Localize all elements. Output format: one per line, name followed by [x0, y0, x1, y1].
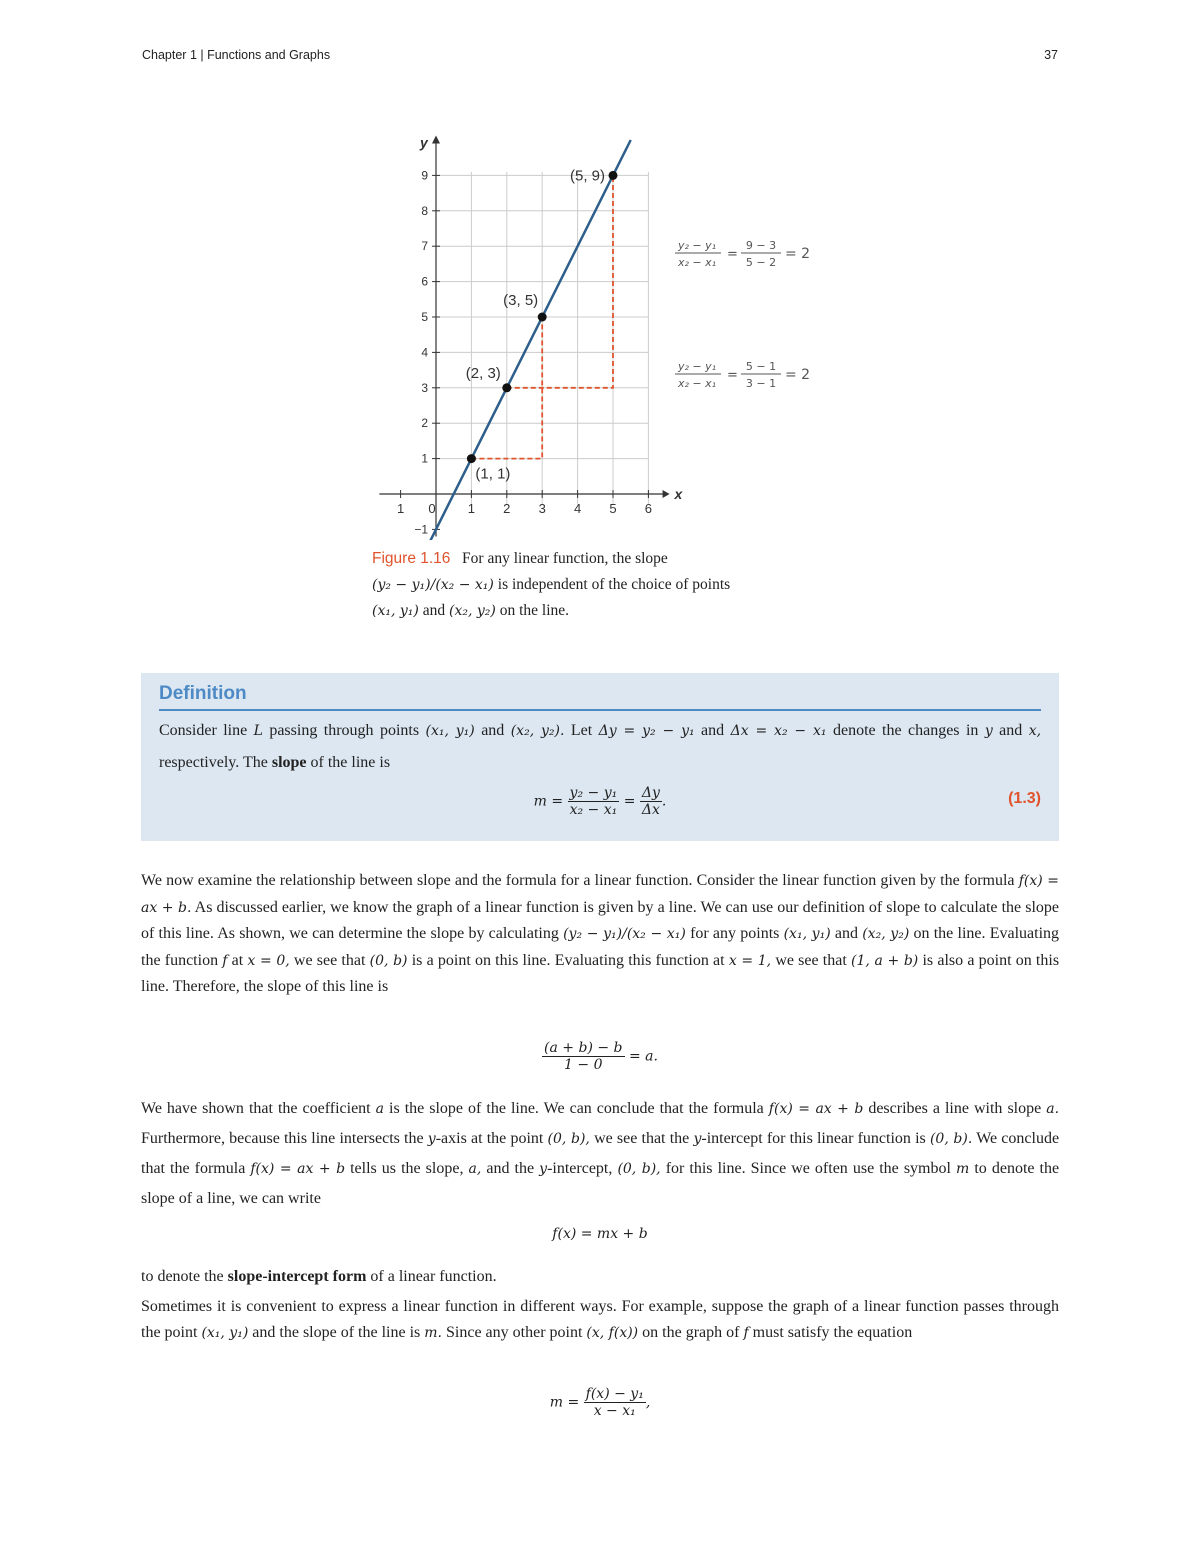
- def-text-2: passing through points: [269, 722, 420, 739]
- p2-m12: m: [956, 1161, 970, 1177]
- p2-m3: a.: [1046, 1101, 1060, 1117]
- annotation-equals: =: [727, 247, 738, 262]
- eq2-num: (a + b) − b: [544, 1040, 623, 1056]
- eq4-frac: [584, 1386, 646, 1419]
- p2-m8: f(x) = ax + b: [250, 1161, 346, 1177]
- def-and-1: and: [481, 722, 505, 739]
- slope-eq-num-2: Δy: [641, 785, 660, 801]
- paragraph-1: [141, 868, 1059, 1001]
- definition-text: [159, 715, 1041, 779]
- def-text-5: respectively. The: [159, 754, 268, 771]
- def-math-y: y: [984, 723, 993, 739]
- def-math-dx: Δx = x₂ − x₁: [730, 723, 827, 739]
- p1-m4: (x₂, y₂): [862, 926, 910, 942]
- def-math-L: L: [253, 723, 263, 739]
- annotation-calc-num: 5 − 1: [745, 360, 777, 373]
- slope-eq-den-2: Δx: [641, 802, 660, 818]
- slope-graph: [370, 110, 840, 540]
- definition-divider: [159, 709, 1041, 711]
- p3-t2: of a linear function.: [370, 1268, 497, 1285]
- p1-m5: f: [222, 952, 228, 969]
- annotation-formula-den: x₂ − x₁: [677, 377, 717, 390]
- y-axis-label: y: [420, 134, 428, 151]
- data-point: [502, 383, 511, 392]
- p3-t1: to denote the: [141, 1268, 224, 1285]
- slope-eq-end: .: [661, 793, 667, 810]
- y-tick-label: 1: [421, 451, 428, 466]
- p2-m5: (0, b),: [547, 1131, 590, 1147]
- slope-eq-den-1: x₂ − x₁: [569, 802, 618, 818]
- paragraph-4: [141, 1294, 1059, 1346]
- p4-t4: on the graph of: [642, 1324, 740, 1341]
- figure-label: Figure 1.16: [372, 550, 451, 567]
- y-tick-label: 6: [421, 274, 428, 289]
- p1-m9: (1, a + b): [851, 952, 919, 969]
- annotation-result: = 2: [785, 246, 811, 262]
- p4-t1: Sometimes it is convenient to express a linear function in different ways. For example, suppose the graph of a linear function passes through the point: [141, 1298, 1059, 1341]
- p2-t12: for this line. Since we often use the symbol: [665, 1160, 951, 1177]
- def-text-3: Let: [570, 722, 593, 739]
- definition-box: [141, 673, 1059, 841]
- annotation-calc-den: 3 − 1: [745, 377, 777, 390]
- p2-t1: We have shown that the coefficient: [141, 1100, 371, 1117]
- y-tick-label: 4: [421, 345, 428, 360]
- annotation-formula-den: x₂ − x₁: [677, 256, 717, 269]
- running-header-chapter: Chapter 1 | Functions and Graphs: [142, 48, 331, 62]
- p1-t3: for any points: [690, 925, 780, 942]
- p1-t9: we see that: [775, 951, 847, 969]
- x-tick-label: 4: [573, 501, 582, 516]
- def-math-p2: (x₂, y₂).: [510, 723, 565, 739]
- equation-point-slope: [0, 1386, 1200, 1419]
- y-tick-label: 7: [421, 239, 428, 254]
- p1-t7: we see that: [293, 951, 366, 969]
- p1-m6: x = 0,: [247, 952, 290, 969]
- equation-number: (1.3): [1008, 790, 1041, 807]
- slope-eq-frac-2: [640, 785, 662, 818]
- caption-text-1: For any linear function, the slope: [462, 550, 668, 567]
- p4-m1: (x₁, y₁): [201, 1325, 249, 1341]
- p4-m3: (x, f(x)): [586, 1325, 639, 1341]
- annotation-result: = 2: [785, 367, 811, 383]
- definition-title: Definition: [159, 683, 247, 704]
- y-tick-label: 8: [421, 203, 428, 218]
- point-label: (3, 5): [503, 292, 539, 309]
- def-math-x: x,: [1028, 723, 1042, 739]
- p2-t8: We conclude that the formula: [141, 1130, 1060, 1177]
- figure-caption: [372, 546, 852, 624]
- annotation-calc-num: 9 − 3: [745, 239, 777, 252]
- eq2-rhs: = a.: [628, 1048, 658, 1065]
- p1-m2: (y₂ − y₁)/(x₂ − x₁): [563, 926, 686, 942]
- slope-eq-lhs: m =: [533, 793, 564, 810]
- p4-m4: f: [743, 1325, 749, 1341]
- p2-m10: y: [539, 1161, 548, 1177]
- def-and-3: and: [999, 722, 1023, 739]
- caption-math-slope: (y₂ − y₁)/(x₂ − x₁): [372, 577, 494, 593]
- p2-t11: -intercept,: [547, 1160, 613, 1177]
- x-tick-label: 6: [644, 501, 653, 516]
- caption-math-p1: (x₁, y₁): [372, 603, 419, 619]
- y-axis-arrow: [432, 136, 440, 144]
- x-tick-label: 3: [538, 501, 546, 516]
- def-term-slope: slope: [271, 754, 307, 771]
- p2-t4: Furthermore, because this line intersects the: [141, 1130, 424, 1147]
- point-label: (2, 3): [465, 364, 501, 382]
- p2-t2: is the slope of the line. We can conclude that the formula: [389, 1100, 764, 1117]
- x-tick-label: 0: [428, 501, 436, 516]
- eq2-frac: [542, 1040, 624, 1073]
- p2-m4: y: [427, 1131, 436, 1147]
- x-axis-arrow: [663, 490, 670, 498]
- p2-m2: f(x) = ax + b: [768, 1101, 864, 1117]
- p2-m1: a: [375, 1101, 384, 1117]
- p1-m7: (0, b): [369, 952, 408, 969]
- p2-t13: to denote the slope of a line, we can write: [141, 1160, 1060, 1207]
- p1-m3: (x₁, y₁): [783, 926, 831, 942]
- y-tick-label: 5: [421, 310, 428, 324]
- p1-t5: on the line. Evaluating the function: [141, 925, 1060, 969]
- p2-t10: and the: [486, 1160, 535, 1177]
- caption-and: and: [422, 602, 446, 619]
- p4-m2: m.: [424, 1325, 442, 1341]
- eq2-den: 1 − 0: [564, 1057, 603, 1073]
- p1-t8: is a point on this line. Evaluating this function at: [411, 951, 725, 969]
- p2-t9: tells us the slope,: [350, 1160, 464, 1177]
- equation-slope-a: [0, 1040, 1200, 1073]
- p1-m8: x = 1,: [728, 952, 772, 969]
- p2-m6: y: [693, 1131, 702, 1147]
- x-tick-label: 2: [503, 501, 511, 516]
- slope-eq-equals: =: [623, 793, 636, 810]
- linear-function-line: [429, 140, 631, 540]
- def-text-1: Consider line: [159, 722, 248, 739]
- p2-t6: we see that the: [594, 1130, 690, 1147]
- def-and-2: and: [701, 722, 725, 739]
- y-tick-label: 3: [421, 380, 428, 395]
- p4-t3: Since any other point: [446, 1324, 583, 1341]
- page-number: 37: [1044, 48, 1058, 62]
- x-tick-label: 5: [609, 501, 617, 516]
- paragraph-3: [141, 1263, 1059, 1291]
- y-tick-label: 9: [421, 168, 428, 183]
- p2-m11: (0, b),: [617, 1161, 661, 1177]
- slope-equation: [141, 785, 1059, 818]
- p4-t2: and the slope of the line is: [252, 1324, 421, 1341]
- def-text-6: of the line is: [310, 754, 391, 771]
- data-point: [467, 454, 476, 463]
- p1-t4: and: [834, 925, 858, 942]
- p4-t5: must satisfy the equation: [752, 1324, 913, 1341]
- caption-text-3: on the line.: [499, 602, 570, 619]
- eq4-end: ,: [645, 1394, 651, 1411]
- x-axis-label: x: [674, 486, 683, 502]
- p1-t2: As discussed earlier, we know the graph of a linear function is given by a line. We can use our definition of slope to calculate the slope of this line. As shown, we can determine the slope by calculating: [141, 898, 1059, 942]
- x-tick-label: 1: [467, 501, 476, 516]
- equation-slope-intercept: f(x) = mx + b: [552, 1226, 648, 1242]
- def-math-p1: (x₁, y₁): [425, 723, 475, 739]
- point-label: (1, 1): [475, 465, 511, 483]
- p2-t3: describes a line with slope: [868, 1100, 1042, 1117]
- eq4-lhs: m =: [549, 1394, 580, 1411]
- eq4-num: f(x) − y₁: [585, 1386, 644, 1402]
- caption-math-p2: (x₂, y₂): [449, 603, 496, 619]
- p2-t7: -intercept for this linear function is: [701, 1130, 926, 1147]
- p1-t10: is also a point on this line. Therefore, the slope of this line is: [141, 951, 1060, 995]
- paragraph-2: [141, 1094, 1059, 1214]
- def-math-dy: Δy = y₂ − y₁: [598, 723, 695, 739]
- annotation-equals: =: [727, 368, 738, 383]
- data-point: [538, 313, 547, 322]
- p1-t1: We now examine the relationship between slope and the formula for a linear function. Consider the linear function given by the formula: [141, 872, 1015, 889]
- y-tick-label: 2: [421, 416, 428, 431]
- annotation-calc-den: 5 − 2: [745, 256, 777, 269]
- annotation-formula-num: y₂ − y₁: [677, 239, 717, 252]
- point-label: (5, 9): [569, 167, 605, 185]
- def-text-4: denote the changes in: [832, 722, 979, 739]
- slope-eq-frac-1: [568, 785, 620, 818]
- p2-t5: -axis at the point: [435, 1130, 544, 1147]
- p2-m9: a,: [468, 1161, 482, 1177]
- slope-eq-num-1: y₂ − y₁: [569, 785, 618, 801]
- annotation-formula-num: y₂ − y₁: [677, 360, 717, 373]
- eq4-den: x − x₁: [593, 1403, 636, 1419]
- p1-m1: f(x) = ax + b.: [141, 873, 1060, 916]
- p1-t6: at: [231, 951, 244, 969]
- data-point: [609, 171, 618, 180]
- caption-text-2: is independent of the choice of points: [497, 576, 731, 593]
- y-tick-label: −1: [414, 522, 428, 537]
- x-tick-label: 1: [396, 501, 405, 516]
- p3-term: slope-intercept form: [227, 1268, 367, 1285]
- p2-m7: (0, b).: [929, 1131, 973, 1147]
